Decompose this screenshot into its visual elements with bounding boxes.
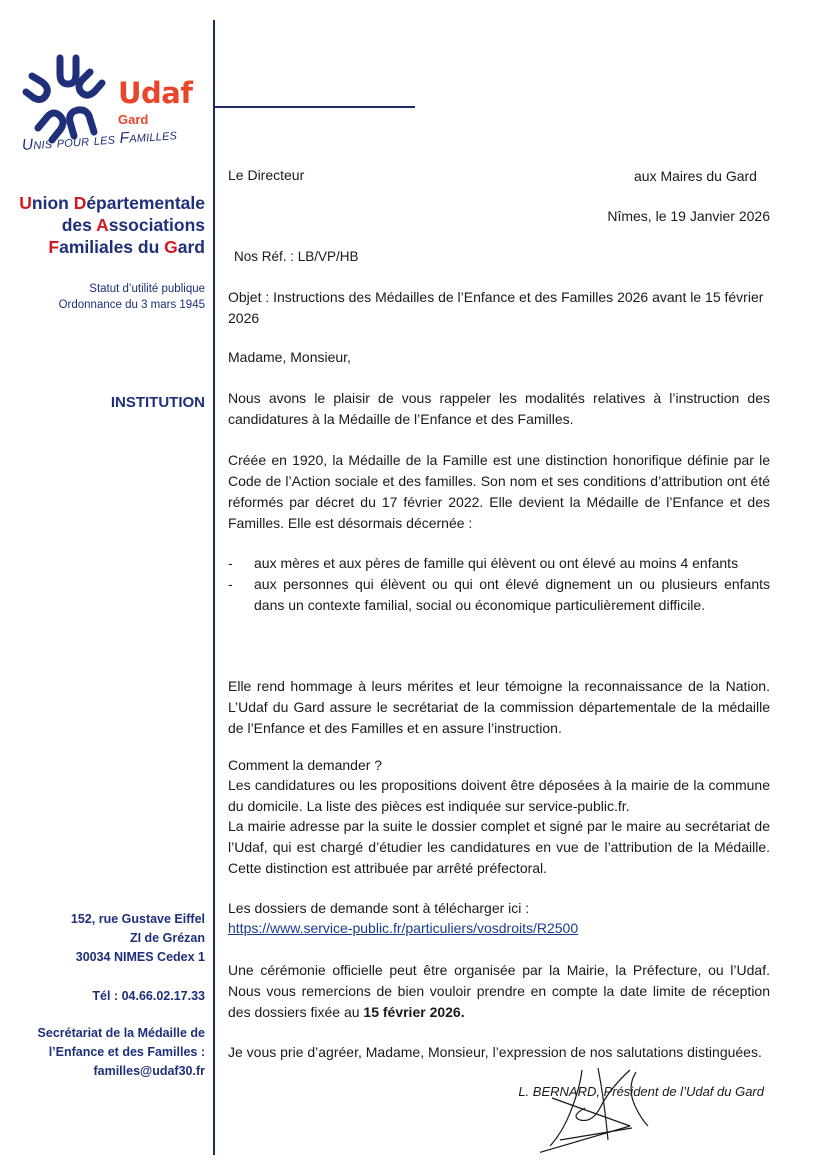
postal-address: 152, rue Gustave Eiffel ZI de Grézan 30034 NIMES Cedex 1 bbox=[70, 912, 205, 964]
paragraph-process: La mairie adresse par la suite le dossier complet et signé par le maire au secrétariat de l’Udaf, qui est chargé d’étudier les candidatures en vue de l’attribution de la Médaille. Cette distinction est attribuée par arrêté préfectoral. bbox=[228, 818, 770, 876]
paragraph-history: Créée en 1920, la Médaille de la Famille est une distinction honorifique définie par le Code de l’Action sociale et des familles. Son nom et ses conditions d’attribution ont été réformés par décret du 17 février 2022. Elle devient la Médaille de l’Enfance et des Familles. Elle est désormais décernée : bbox=[228, 452, 770, 531]
logo-wordmark: Udaf bbox=[118, 76, 193, 110]
list-item: - aux mères et aux pères de famille qui élèvent ou ont élevé au moins 4 enfants bbox=[228, 555, 739, 571]
handwritten-signature-icon bbox=[540, 1068, 700, 1158]
closing-formula: Je vous prie d’agréer, Madame, Monsieur, l’expression de nos salutations distinguées. bbox=[228, 1044, 762, 1060]
header-rule bbox=[215, 106, 415, 108]
sender: Le Directeur bbox=[228, 167, 305, 183]
eligibility-list bbox=[228, 553, 770, 616]
download-link[interactable]: https://www.service-public.fr/particuliers/vosdroits/R2500 bbox=[228, 920, 579, 936]
deadline: 15 février 2026. bbox=[363, 1004, 465, 1020]
organization-name: Union Départementale des Associations Familiales du Gard bbox=[19, 193, 205, 257]
letter-date: Nîmes, le 19 Janvier 2026 bbox=[607, 208, 770, 224]
logo-tagline: Unis pour les Familles bbox=[21, 126, 178, 154]
list-item: - aux personnes qui élèvent ou qui ont élevé dignement un ou plusieurs enfants dans un contexte familial, social ou économique particulièrement difficile. bbox=[228, 576, 770, 613]
salutation: Madame, Monsieur, bbox=[228, 349, 351, 365]
secretariat-email[interactable]: familles@udaf30.fr bbox=[93, 1064, 205, 1078]
phone-number: Tél : 04.66.02.17.33 bbox=[92, 989, 205, 1003]
section-heading: Comment la demander ? bbox=[228, 757, 383, 773]
signer-name: L. BERNARD, Président de l’Udaf du Gard bbox=[518, 1084, 764, 1099]
vertical-divider bbox=[213, 20, 215, 1155]
paragraph-intro: Nous avons le plaisir de vous rappeler les modalités relatives à l’instruction des candidatures à la Médaille de l’Enfance et des Familles. bbox=[228, 390, 770, 427]
paragraph-tribute: Elle rend hommage à leurs mérites et leur témoigne la reconnaissance de la Nation. L’Udaf du Gard assure le secrétariat de la commission départementale de la médaille de l’Enfance et des Familles et en assure l’instruction. bbox=[228, 678, 770, 736]
section-label: INSTITUTION bbox=[110, 394, 205, 411]
legal-status: Statut d’utilité publique Ordonnance du 3 mars 1945 bbox=[58, 283, 205, 311]
paragraph-download: Les dossiers de demande sont à télécharger ici : bbox=[228, 900, 530, 916]
reference: Nos Réf. : LB/VP/HB bbox=[234, 249, 359, 264]
secretariat-contact: Secrétariat de la Médaille de l’Enfance et des Familles : familles@udaf30.fr bbox=[38, 1024, 205, 1081]
paragraph-application: Les candidatures ou les propositions doivent être déposées à la mairie de la commune du domicile. La liste des pièces est indiquée sur service-public.fr. bbox=[228, 777, 770, 814]
subject-line: Objet : Instructions des Médailles de l’Enfance et des Familles 2026 avant le 15 février 2026 bbox=[228, 289, 764, 326]
logo-region: Gard bbox=[118, 112, 149, 127]
recipient: aux Maires du Gard bbox=[634, 168, 757, 184]
paragraph-ceremony: Une cérémonie officielle peut être organisée par la Mairie, la Préfecture, ou l’Udaf. Nous vous remercions de bien vouloir prendre en compte la date limite de réception des dossiers fixée au 15 février 2026. bbox=[228, 962, 770, 1020]
